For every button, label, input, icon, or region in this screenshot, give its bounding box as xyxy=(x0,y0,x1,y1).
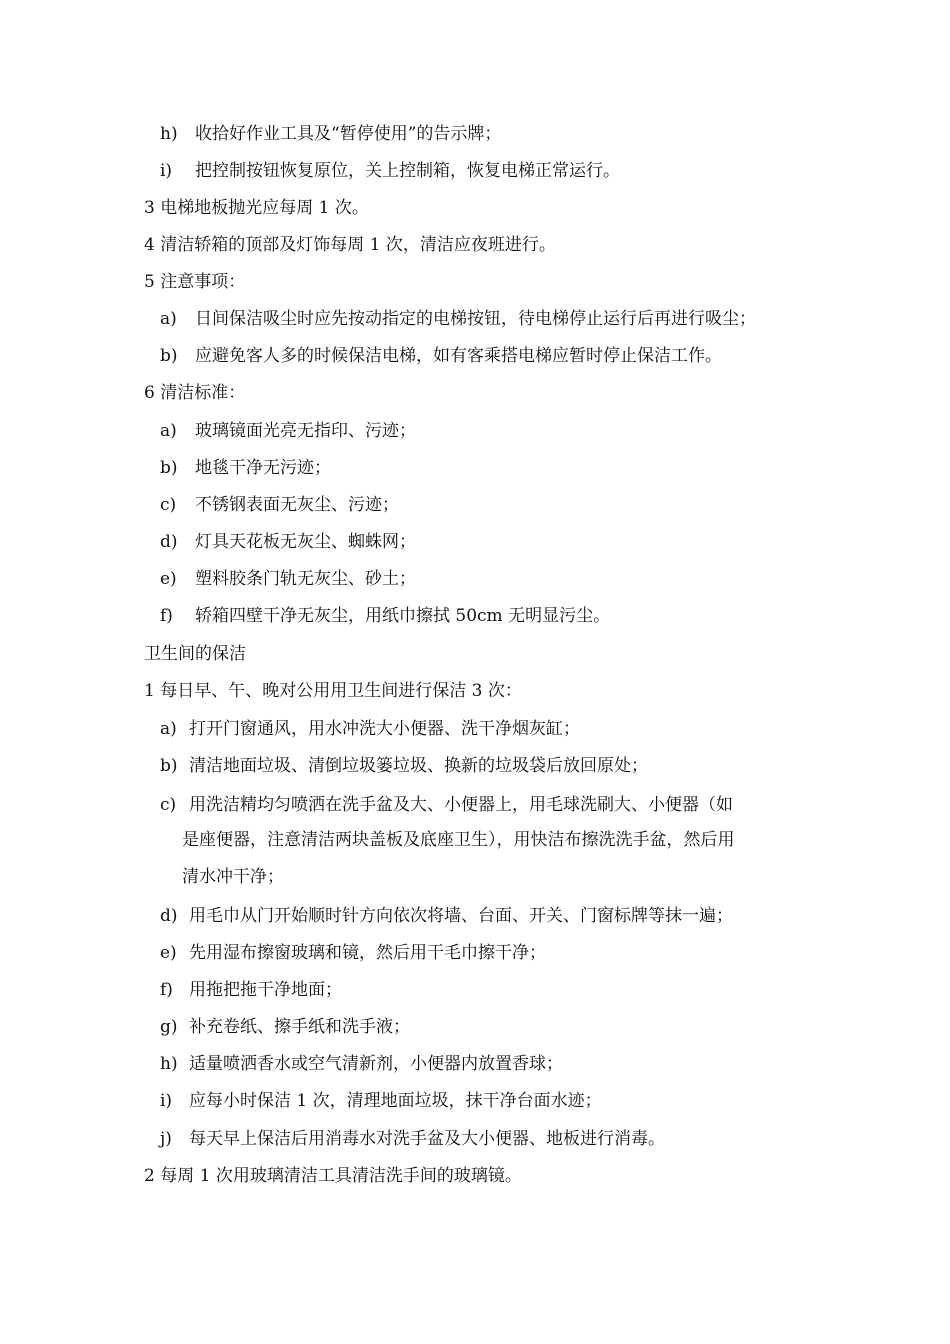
item-text: 是座便器，注意清洁两块盖板及底座卫生），用快洁布擦洗洗手盆，然后用 xyxy=(182,830,735,850)
list-item-c-restroom xyxy=(160,794,733,816)
item-marker: b) xyxy=(160,458,178,478)
restroom-item-1 xyxy=(144,680,522,702)
item-marker: i) xyxy=(160,1091,173,1111)
item-marker: a) xyxy=(160,719,177,739)
heading-text: 卫生间的保洁 xyxy=(144,644,246,664)
item-text: 灯具天花板无灰尘、蜘蛛网； xyxy=(195,532,416,552)
item-marker: g) xyxy=(160,1017,178,1037)
item-marker: b) xyxy=(160,756,178,776)
item-text: 用毛巾从门开始顺时针方向依次将墙、台面、开关、门窗标牌等抹一遍； xyxy=(189,906,733,926)
list-item-i-elevator xyxy=(160,160,620,182)
item-text: 清洁地面垃圾、清倒垃圾篓垃圾、换新的垃圾袋后放回原处； xyxy=(189,756,648,776)
item-marker: b) xyxy=(160,346,178,366)
list-item-b-standard xyxy=(160,457,331,479)
item-marker: d) xyxy=(160,906,178,926)
section-3-paragraph xyxy=(144,197,369,219)
item-marker: e) xyxy=(160,569,177,589)
list-item-i-restroom xyxy=(160,1090,602,1112)
item-marker: e) xyxy=(160,943,177,963)
section-4-paragraph xyxy=(144,234,556,256)
paragraph-text: 4 清洁轿箱的顶部及灯饰每周 1 次，清洁应夜班进行。 xyxy=(144,235,556,255)
list-item-a-notes xyxy=(160,308,756,330)
list-item-g-restroom xyxy=(160,1016,410,1038)
item-marker: i) xyxy=(160,161,173,181)
section-5-heading xyxy=(144,271,245,293)
item-marker: h) xyxy=(160,124,178,144)
list-item-c-continuation-1 xyxy=(182,829,735,851)
item-marker: c) xyxy=(160,795,177,815)
restroom-section-heading xyxy=(144,643,246,665)
item-text: 用拖把拖干净地面； xyxy=(189,980,342,1000)
section-6-heading xyxy=(144,382,245,404)
item-text: 每天早上保洁后用消毒水对洗手盆及大小便器、地板进行消毒。 xyxy=(189,1129,665,1149)
item-marker: f) xyxy=(160,980,173,1000)
list-item-a-restroom xyxy=(160,718,580,740)
list-item-h-elevator xyxy=(160,123,501,145)
item-marker: f) xyxy=(160,606,173,626)
item-text: 地毯干净无污迹； xyxy=(195,458,331,478)
list-item-d-standard xyxy=(160,531,416,553)
item-marker: c) xyxy=(160,495,177,515)
item-marker: h) xyxy=(160,1054,178,1074)
item-text: 补充卷纸、擦手纸和洗手液； xyxy=(189,1017,410,1037)
item-text: 适量喷洒香水或空气清新剂，小便器内放置香球； xyxy=(189,1054,563,1074)
heading-text: 5 注意事项： xyxy=(144,272,246,292)
item-text: 应每小时保洁 1 次，清理地面垃圾，抹干净台面水迹； xyxy=(189,1091,602,1111)
list-item-b-notes xyxy=(160,345,722,367)
item-text: 不锈钢表面无灰尘、污迹； xyxy=(195,495,399,515)
item-text: 日间保洁吸尘时应先按动指定的电梯按钮，待电梯停止运行后再进行吸尘； xyxy=(195,309,756,329)
item-text: 应避免客人多的时候保洁电梯，如有客乘搭电梯应暂时停止保洁工作。 xyxy=(195,346,722,366)
restroom-item-2 xyxy=(144,1165,522,1187)
list-item-f-restroom xyxy=(160,979,342,1001)
paragraph-text: 1 每日早、午、晚对公用用卫生间进行保洁 3 次： xyxy=(144,681,522,701)
list-item-e-standard xyxy=(160,568,416,590)
paragraph-text: 3 电梯地板抛光应每周 1 次。 xyxy=(144,198,369,218)
item-marker: a) xyxy=(160,309,177,329)
item-marker: j) xyxy=(160,1129,172,1149)
list-item-b-restroom xyxy=(160,755,648,777)
heading-text: 6 清洁标准： xyxy=(144,383,246,403)
item-marker: a) xyxy=(160,421,177,441)
list-item-j-restroom xyxy=(160,1128,665,1150)
item-text: 用洗洁精均匀喷洒在洗手盆及大、小便器上，用毛球洗刷大、小便器（如 xyxy=(189,795,733,815)
item-text: 玻璃镜面光亮无指印、污迹； xyxy=(195,421,416,441)
paragraph-text: 2 每周 1 次用玻璃清洁工具清洁洗手间的玻璃镜。 xyxy=(144,1166,522,1186)
item-text: 先用湿布擦窗玻璃和镜，然后用干毛巾擦干净； xyxy=(189,943,546,963)
list-item-a-standard xyxy=(160,420,416,442)
item-marker: d) xyxy=(160,532,178,552)
item-text: 打开门窗通风，用水冲洗大小便器、洗干净烟灰缸； xyxy=(189,719,580,739)
item-text: 把控制按钮恢复原位，关上控制箱，恢复电梯正常运行。 xyxy=(195,161,620,181)
item-text: 清水冲干净； xyxy=(182,867,284,887)
list-item-c-standard xyxy=(160,494,399,516)
item-text: 轿箱四壁干净无灰尘，用纸巾擦拭 50cm 无明显污尘。 xyxy=(195,606,611,626)
item-text: 收拾好作业工具及“暂停使用”的告示牌； xyxy=(195,124,502,144)
list-item-e-restroom xyxy=(160,942,546,964)
list-item-c-continuation-2 xyxy=(182,866,284,888)
list-item-d-restroom xyxy=(160,905,733,927)
list-item-h-restroom xyxy=(160,1053,563,1075)
item-text: 塑料胶条门轨无灰尘、砂土； xyxy=(195,569,416,589)
list-item-f-standard xyxy=(160,605,610,627)
